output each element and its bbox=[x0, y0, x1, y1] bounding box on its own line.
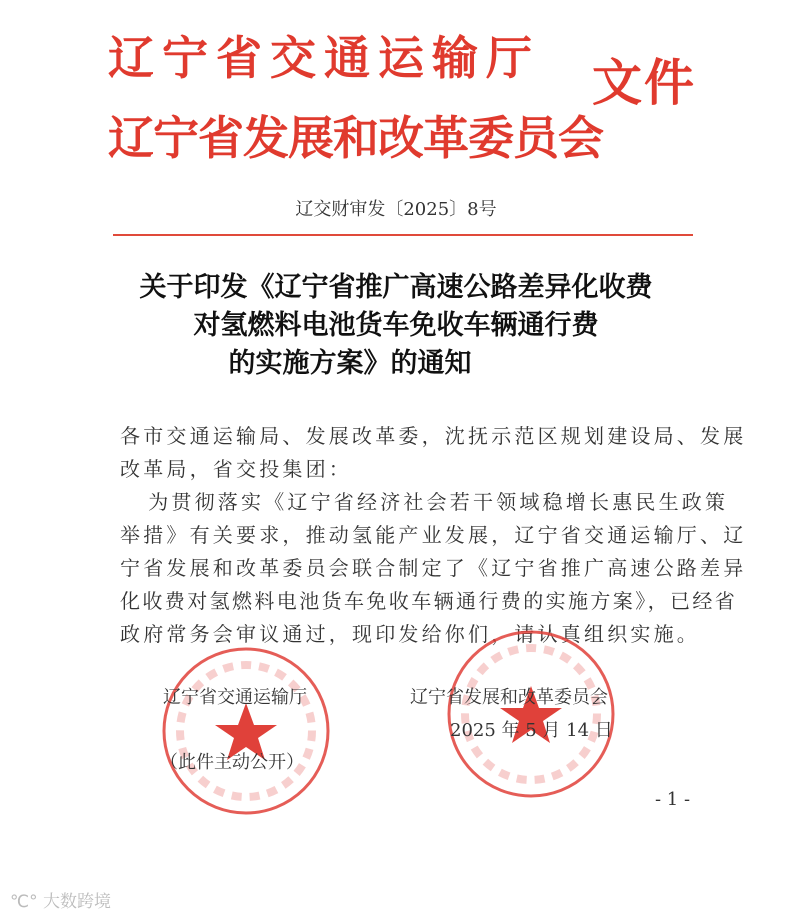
doc-type: 文件 bbox=[592, 53, 696, 112]
disclosure-note: （此件主动公开） bbox=[160, 752, 304, 773]
watermark-logo-icon: ℃° bbox=[10, 892, 38, 912]
stamp-right bbox=[445, 628, 617, 800]
title-line-1: 关于印发《辽宁省推广高速公路差异化收费 bbox=[139, 272, 653, 303]
stamp-left bbox=[160, 645, 332, 817]
issue-date: 2025 年 5 月 14 日 bbox=[450, 720, 613, 741]
watermark bbox=[10, 893, 111, 913]
body-line: 举措》有关要求，推动氢能产业发展，辽宁省交通运输厅、辽 bbox=[120, 523, 747, 547]
body-line: 宁省发展和改革委员会联合制定了《辽宁省推广高速公路差异 bbox=[120, 556, 747, 580]
issuer-1: 辽宁省交通运输厅 bbox=[108, 31, 540, 85]
signature-right: 辽宁省发展和改革委员会 bbox=[410, 687, 608, 708]
body-line: 各市交通运输局、发展改革委，沈抚示范区规划建设局、发展 bbox=[120, 424, 747, 448]
doc-number: 辽交财审发〔2025〕8号 bbox=[295, 199, 497, 220]
page-number: - 1 - bbox=[655, 789, 691, 810]
title-line-3: 的实施方案》的通知 bbox=[228, 348, 472, 379]
signature-left: 辽宁省交通运输厅 bbox=[163, 687, 307, 708]
body-line: 政府常务会审议通过，现印发给你们，请认真组织实施。 bbox=[120, 622, 700, 646]
red-divider bbox=[113, 234, 693, 236]
body-line: 化收费对氢燃料电池货车免收车辆通行费的实施方案》，已经省 bbox=[120, 589, 738, 613]
body-line: 改革局，省交投集团： bbox=[120, 457, 352, 481]
issuer-2: 辽宁省发展和改革委员会 bbox=[108, 111, 603, 165]
watermark-text: 大数跨境 bbox=[43, 892, 111, 912]
body-line: 为贯彻落实《辽宁省经济社会若干领域稳增长惠民生政策 bbox=[125, 490, 729, 514]
title-line-2: 对氢燃料电池货车免收车辆通行费 bbox=[193, 310, 599, 341]
